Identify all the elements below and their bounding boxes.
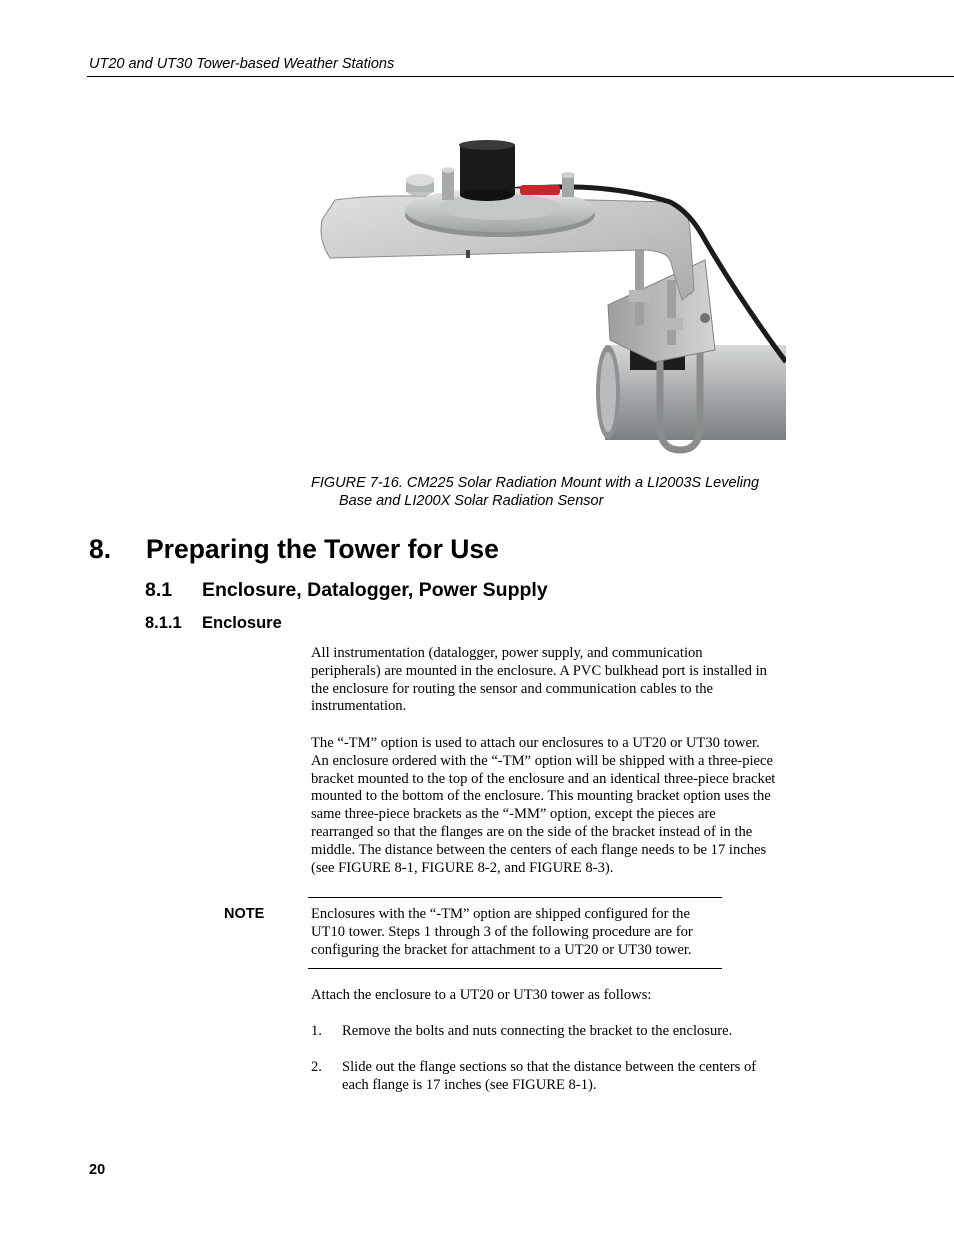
paragraph-enclosure-intro [311, 645, 811, 716]
subsection-number: 8.1 [145, 579, 173, 601]
paragraph-tm-option [311, 735, 811, 877]
note-top-rule [308, 897, 722, 898]
list-marker: 1. [311, 1023, 322, 1039]
note-bottom-rule [308, 968, 722, 969]
subsubsection-number: 8.1.1 [145, 614, 182, 632]
page-number: 20 [89, 1162, 106, 1178]
subsection-heading [145, 579, 548, 602]
list-item-line: each flange is 17 inches (see FIGURE 8-1). [342, 1076, 597, 1093]
paragraph-line: All instrumentation (datalogger, power supply, and communication [311, 645, 703, 661]
figure-caption-line: Base and LI200X Solar Radiation Sensor [339, 493, 604, 509]
list-marker: 2. [311, 1059, 322, 1075]
paragraph-line: peripherals) are mounted in the enclosure. A PVC bulkhead port is installed in [311, 662, 767, 679]
paragraph-line: The “-TM” option is used to attach our enclosures to a UT20 or UT30 tower. [311, 735, 760, 751]
paragraph-line: instrumentation. [311, 698, 407, 715]
subsubsection-heading [145, 614, 282, 633]
header-rule [87, 76, 954, 77]
list-item-line: Remove the bolts and nuts connecting the bracket to the enclosure. [342, 1023, 733, 1039]
list-item [311, 1023, 811, 1041]
note-text [311, 906, 721, 959]
list-item [311, 1059, 811, 1095]
paragraph-line: rearranged so that the flanges are on the side of the bracket instead of in the [311, 823, 753, 840]
note-line: Enclosures with the “-TM” option are shipped configured for the [311, 906, 690, 922]
note-label: NOTE [224, 906, 265, 922]
paragraph-line: bracket mounted to the top of the enclosure and an identical three-piece bracket [311, 770, 776, 787]
solar-radiation-mount-photo [310, 140, 786, 458]
figure-caption-line: FIGURE 7-16. CM225 Solar Radiation Mount with a LI2003S Leveling [311, 475, 760, 491]
paragraph-line: (see FIGURE 8-1, FIGURE 8-2, and FIGURE 8-3). [311, 859, 614, 876]
subsubsection-title: Enclosure [202, 614, 282, 632]
figure-caption [311, 474, 831, 510]
paragraph-line: mounted to the bottom of the enclosure. This mounting bracket option uses the [311, 788, 771, 805]
running-header: UT20 and UT30 Tower-based Weather Stations [89, 56, 395, 72]
list-item-line: Slide out the flange sections so that the distance between the centers of [342, 1059, 757, 1075]
paragraph-line: the enclosure for routing the sensor and communication cables to the [311, 680, 714, 697]
section-title: Preparing the Tower for Use [146, 534, 499, 564]
note-line: UT10 tower. Steps 1 through 3 of the following procedure are for [311, 923, 693, 940]
subsection-title: Enclosure, Datalogger, Power Supply [202, 579, 548, 601]
procedure-intro: Attach the enclosure to a UT20 or UT30 tower as follows: [311, 987, 652, 1003]
paragraph-line: middle. The distance between the centers of each flange needs to be 17 inches [311, 841, 767, 858]
section-heading [89, 534, 499, 565]
paragraph-line: An enclosure ordered with the “-TM” option will be shipped with a three-piece [311, 752, 773, 769]
paragraph-line: same three-piece brackets as the “-MM” option, except the pieces are [311, 806, 716, 823]
section-number: 8. [89, 534, 112, 564]
note-line: configuring the bracket for attachment to a UT20 or UT30 tower. [311, 941, 692, 958]
